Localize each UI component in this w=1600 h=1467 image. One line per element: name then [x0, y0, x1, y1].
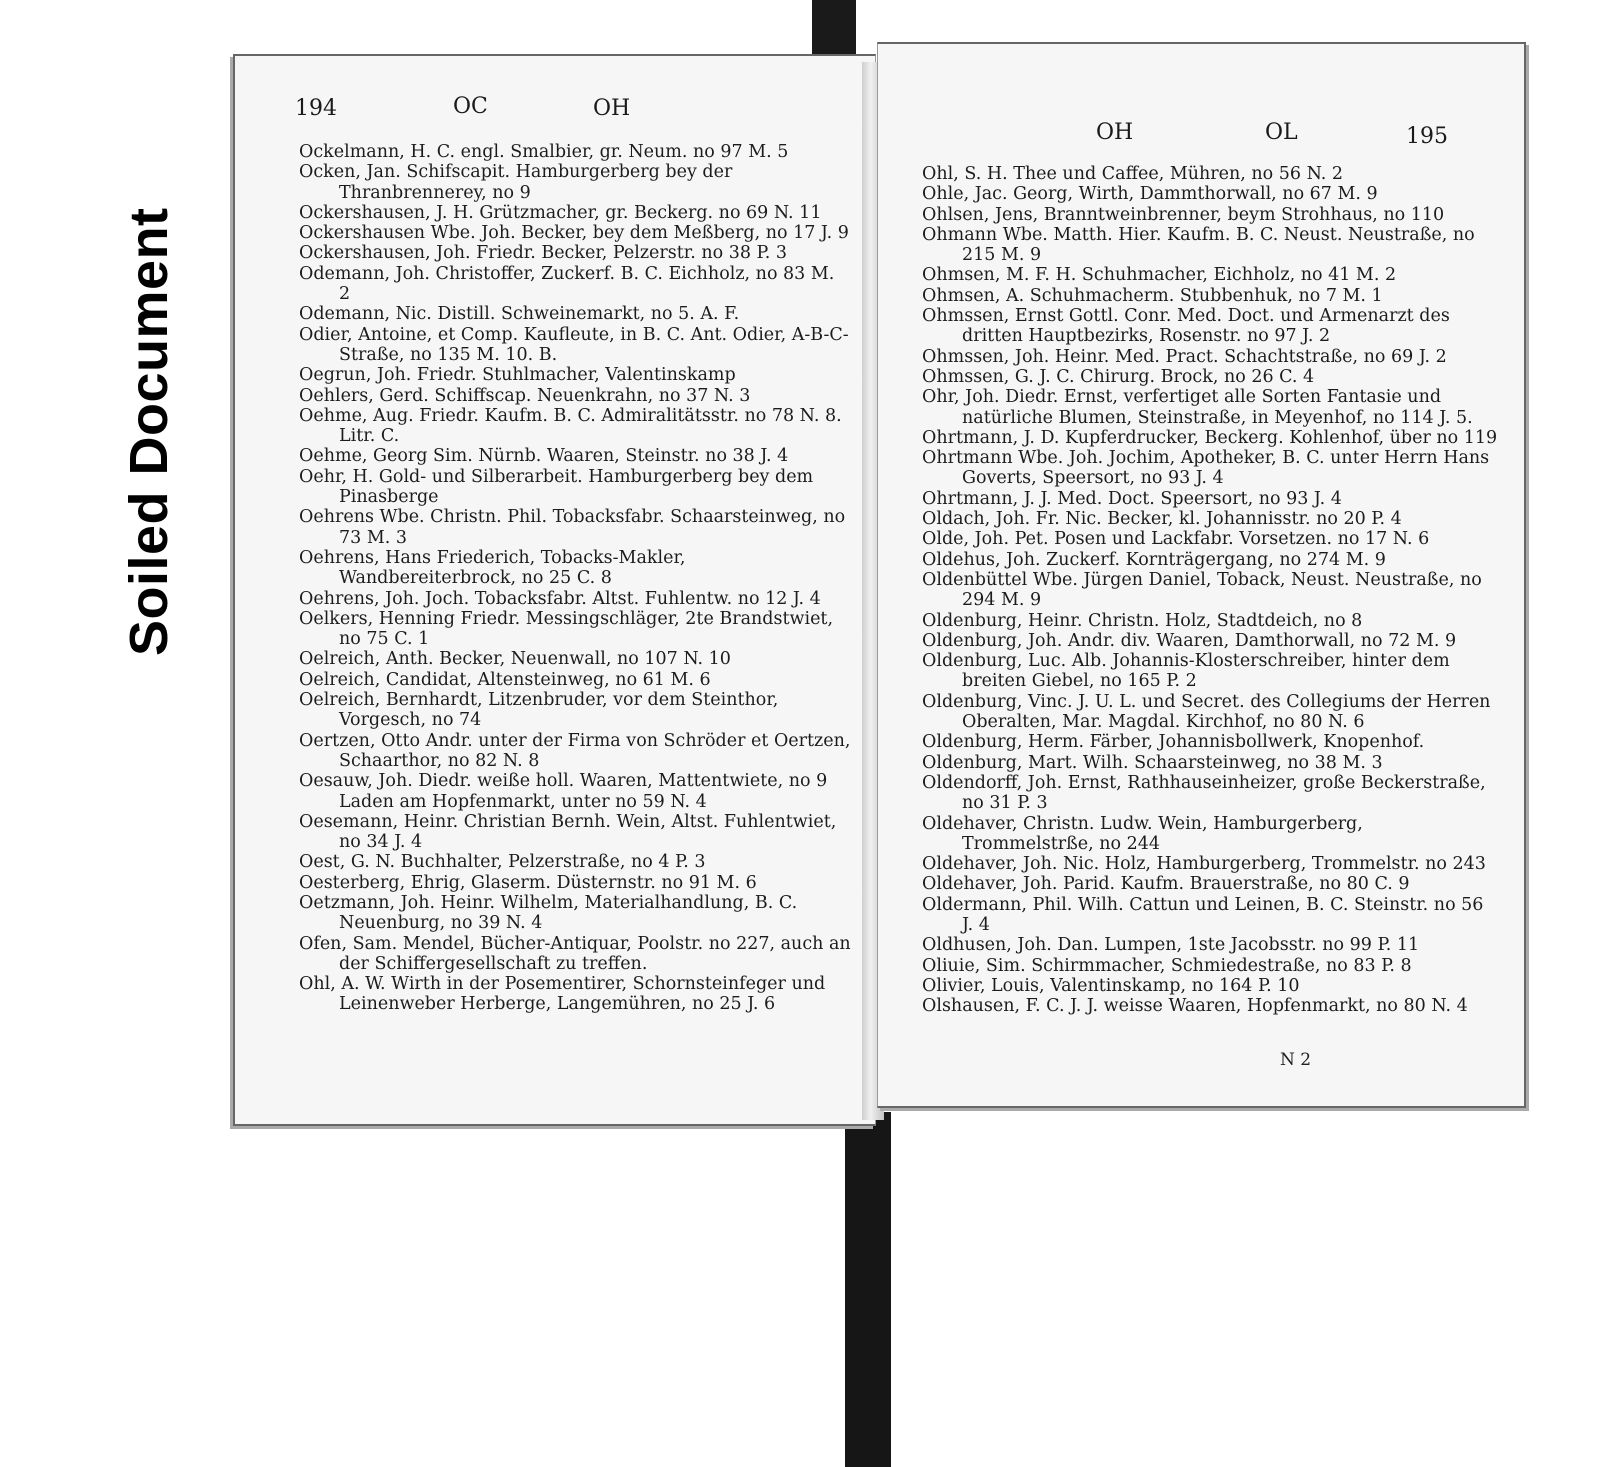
- directory-entry: Oesemann, Heinr. Christian Bernh. Wein, Altst. Fuhlentwiet, no 34 J. 4: [299, 811, 837, 853]
- directory-entry: Ohmssen, Ernst Gottl. Conr. Med. Doct. und Armenarzt des dritten Hauptbezirks, Rosenstr. no 97 J. 2: [922, 306, 1450, 347]
- directory-entry: Ockershausen, J. H. Grützmacher, gr. Beckerg. no 69 N. 11: [299, 202, 822, 223]
- directory-entry: Oelreich, Anth. Becker, Neuenwall, no 107 N. 10: [299, 649, 731, 670]
- directory-entry: Oldehaver, Joh. Parid. Kaufm. Brauerstraße, no 80 C. 9: [922, 874, 1410, 895]
- directory-entry: Oesterberg, Ehrig, Glaserm. Düsternstr. no 91 M. 6: [299, 872, 757, 893]
- right-page: [877, 42, 1526, 1108]
- directory-entry: Ohmsen, M. F. H. Schuhmacher, Eichholz, no 41 M. 2: [922, 265, 1397, 286]
- running-header-left-end: OH: [593, 96, 631, 121]
- binding-strip-bottom: [845, 1112, 891, 1467]
- directory-entry: Ockelmann, H. C. engl. Smalbier, gr. Neum. no 97 M. 5: [299, 142, 789, 162]
- directory-entry: Oldehaver, Christn. Ludw. Wein, Hamburgerberg, Trommelstrße, no 244: [922, 813, 1363, 854]
- directory-entry: Ohl, A. W. Wirth in der Posementirer, Schornsteinfeger und Leinenweber Herberge, Langemühren, no 25 J. 6: [299, 974, 826, 1015]
- signature-mark: N 2: [1280, 1050, 1312, 1070]
- directory-entry: Oehlers, Gerd. Schiffscap. Neuenkrahn, no 37 N. 3: [299, 385, 751, 406]
- directory-entry: Ohrtmann, J. J. Med. Doct. Speersort, no 93 J. 4: [922, 488, 1342, 509]
- directory-entry: Oehrens Wbe. Christn. Phil. Tobacksfabr. Schaarsteinweg, no 73 M. 3: [299, 507, 846, 548]
- binding-strip-top: [812, 0, 856, 62]
- directory-entry: Odemann, Nic. Distill. Schweinemarkt, no 5. A. F.: [299, 304, 740, 325]
- directory-entry: Oldenburg, Joh. Andr. div. Waaren, Damthorwall, no 72 M. 9: [922, 630, 1457, 651]
- directory-entry: Oldenburg, Heinr. Christn. Holz, Stadtdeich, no 8: [922, 610, 1363, 631]
- directory-entry: Oesauw, Joh. Diedr. weiße holl. Waaren, Mattentwiete, no 9 Laden am Hopfenmarkt, unter no 59 N. 4: [299, 771, 828, 812]
- directory-entry: Oldenburg, Vinc. J. U. L. und Secret. des Collegiums der Herren Oberalten, Mar. Magdal. Kirchhof, no 80 N. 6: [922, 691, 1491, 733]
- directory-entry: Ohmssen, Joh. Heinr. Med. Pract. Schachtstraße, no 69 J. 2: [922, 346, 1447, 367]
- directory-entries-right: [922, 164, 1500, 1016]
- directory-entry: Ohr, Joh. Diedr. Ernst, verfertiget alle Sorten Fantasie und natürliche Blumen, Steinstraße, in Meyenhof, no 114 J. 5.: [922, 387, 1473, 428]
- directory-entry: Oldehus, Joh. Zuckerf. Kornträgergang, no 274 M. 9: [922, 549, 1386, 570]
- directory-entry: Odier, Antoine, et Comp. Kaufleute, in B. C. Ant. Odier, A-B-C-Straße, no 135 M. 10. B.: [299, 324, 849, 365]
- directory-entry: Oelreich, Candidat, Altensteinweg, no 61 M. 6: [299, 669, 711, 690]
- directory-entry: Ohrtmann, J. D. Kupferdrucker, Beckerg. Kohlenhof, über no 119: [922, 427, 1498, 448]
- directory-entry: Olivier, Louis, Valentinskamp, no 164 P. 10: [922, 975, 1300, 996]
- directory-entry: Oertzen, Otto Andr. unter der Firma von Schröder et Oertzen, Schaarthor, no 82 N. 8: [299, 730, 851, 771]
- directory-entry: Oldendorff, Joh. Ernst, Rathhauseinheizer, große Beckerstraße, no 31 P. 3: [922, 772, 1486, 814]
- page-number-right: 195: [1406, 124, 1448, 149]
- directory-entry: Oetzmann, Joh. Heinr. Wilhelm, Materialhandlung, B. C. Neuenburg, no 39 N. 4: [299, 892, 798, 934]
- directory-entry: Oelkers, Henning Friedr. Messingschläger, 2te Brandstwiet, no 75 C. 1: [299, 608, 834, 650]
- directory-entry: Ohlsen, Jens, Branntweinbrenner, beym Strohhaus, no 110: [922, 204, 1445, 225]
- directory-entry: Oldenburg, Herm. Färber, Johannisbollwerk, Knopenhof.: [922, 732, 1425, 753]
- directory-entry: Ohmann Wbe. Matth. Hier. Kaufm. B. C. Neust. Neustraße, no 215 M. 9: [922, 224, 1475, 266]
- directory-entry: Ohle, Jac. Georg, Wirth, Dammthorwall, no 67 M. 9: [922, 184, 1378, 205]
- directory-entry: Oehr, H. Gold- und Silberarbeit. Hamburgerberg bey dem Pinasberge: [299, 466, 814, 508]
- directory-entry: Ockershausen, Joh. Friedr. Becker, Pelzerstr. no 38 P. 3: [299, 243, 788, 264]
- directory-entry: Oehrens, Joh. Joch. Tobacksfabr. Altst. Fuhlentw. no 12 J. 4: [299, 588, 821, 609]
- directory-entry: Ofen, Sam. Mendel, Bücher-Antiquar, Poolstr. no 227, auch an der Schiffergesellschaft zu treffen.: [299, 933, 851, 974]
- directory-entry: Odemann, Joh. Christoffer, Zuckerf. B. C. Eichholz, no 83 M. 2: [299, 263, 835, 305]
- directory-entry: Oldenburg, Luc. Alb. Johannis-Klosterschreiber, hinter dem breiten Giebel, no 165 P. 2: [922, 651, 1450, 692]
- directory-entry: Olde, Joh. Pet. Posen und Lackfabr. Vorsetzen. no 17 N. 6: [922, 529, 1430, 550]
- soiled-document-label: Soiled Document: [119, 207, 179, 656]
- directory-entry: Oldermann, Phil. Wilh. Cattun und Leinen, B. C. Steinstr. no 56 J. 4: [922, 894, 1484, 935]
- directory-entry: Oldenbüttel Wbe. Jürgen Daniel, Toback, Neust. Neustraße, no 294 M. 9: [922, 569, 1482, 611]
- directory-entry: Olshausen, F. C. J. J. weisse Waaren, Hopfenmarkt, no 80 N. 4: [922, 996, 1468, 1017]
- directory-entry: Oehme, Georg Sim. Nürnb. Waaren, Steinstr. no 38 J. 4: [299, 446, 789, 467]
- running-header-left-start: OC: [453, 94, 488, 119]
- directory-entry: Oldach, Joh. Fr. Nic. Becker, kl. Johannisstr. no 20 P. 4: [922, 509, 1402, 530]
- directory-entry: Ocken, Jan. Schifscapit. Hamburgerberg bey der Thranbrennerey, no 9: [299, 162, 733, 203]
- directory-entry: Oest, G. N. Buchhalter, Pelzerstraße, no 4 P. 3: [299, 852, 706, 873]
- directory-entry: Oldenburg, Mart. Wilh. Schaarsteinweg, no 38 M. 3: [922, 752, 1383, 773]
- left-page: [233, 54, 876, 1126]
- running-header-right-end: OL: [1265, 120, 1298, 145]
- running-header-right-start: OH: [1096, 120, 1134, 145]
- directory-entry: Oelreich, Bernhardt, Litzenbruder, vor dem Steinthor, Vorgesch, no 74: [299, 690, 779, 731]
- directory-entry: Ohl, S. H. Thee und Caffee, Mühren, no 56 N. 2: [922, 164, 1344, 184]
- directory-entry: Oehrens, Hans Friederich, Tobacks-Makler, Wandbereiterbrock, no 25 C. 8: [299, 547, 686, 589]
- directory-entry: Oliuie, Sim. Schirmmacher, Schmiedestraße, no 83 P. 8: [922, 955, 1412, 976]
- directory-entry: Oehme, Aug. Friedr. Kaufm. B. C. Admiralitätsstr. no 78 N. 8. Litr. C.: [299, 405, 842, 447]
- directory-entry: Oegrun, Joh. Friedr. Stuhlmacher, Valentinskamp: [299, 365, 736, 386]
- directory-entry: Ohmsen, A. Schuhmacherm. Stubbenhuk, no 7 M. 1: [922, 285, 1383, 306]
- directory-entry: Oldehaver, Joh. Nic. Holz, Hamburgerberg, Trommelstr. no 243: [922, 854, 1486, 875]
- directory-entry: Ockershausen Wbe. Joh. Becker, bey dem Meßberg, no 17 J. 9: [299, 223, 849, 244]
- directory-entry: Ohmssen, G. J. C. Chirurg. Brock, no 26 C. 4: [922, 366, 1315, 387]
- directory-entry: Ohrtmann Wbe. Joh. Jochim, Apotheker, B. C. unter Herrn Hans Goverts, Speersort, no 93 J. 4: [922, 448, 1490, 489]
- directory-entry: Oldhusen, Joh. Dan. Lumpen, 1ste Jacobsstr. no 99 P. 11: [922, 935, 1420, 956]
- page-number-left: 194: [295, 96, 337, 121]
- directory-entries-left: [299, 142, 851, 1015]
